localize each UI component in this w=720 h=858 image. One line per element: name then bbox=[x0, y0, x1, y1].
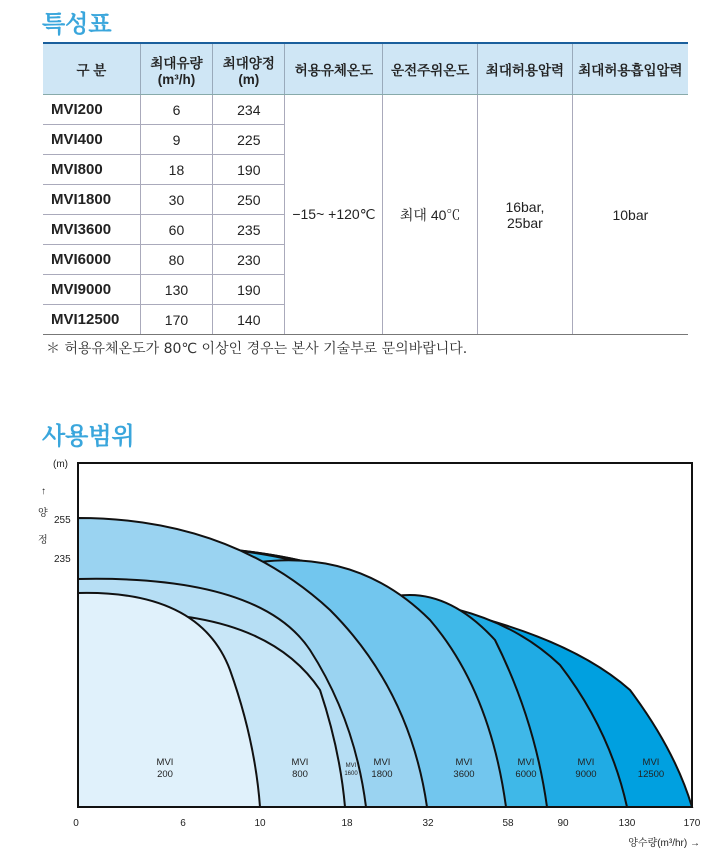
flow-cell: 60 bbox=[140, 215, 212, 245]
header-max-head: 최대양정 (m) bbox=[213, 43, 285, 95]
head-cell: 230 bbox=[213, 245, 285, 275]
flow-cell: 9 bbox=[140, 125, 212, 155]
head-cell: 140 bbox=[213, 305, 285, 335]
flow-cell: 170 bbox=[140, 305, 212, 335]
header-max-pressure: 최대허용압력 bbox=[478, 43, 573, 95]
label-mvi1600-2: 1600 bbox=[344, 771, 358, 777]
label-mvi3600-2: 3600 bbox=[453, 769, 475, 780]
y-axis-label-1: 양 bbox=[38, 508, 48, 519]
table-row bbox=[43, 95, 688, 125]
model-cell: MVI400 bbox=[43, 125, 140, 155]
header-ambient-temp: 운전주위온도 bbox=[383, 43, 478, 95]
flow-cell: 6 bbox=[140, 95, 212, 125]
spec-table bbox=[43, 42, 688, 335]
header-fluid-temp: 허용유체온도 bbox=[285, 43, 383, 95]
label-mvi200-2: 200 bbox=[157, 769, 173, 780]
x-tick: 32 bbox=[422, 818, 434, 829]
label-mvi12500-2: 12500 bbox=[637, 769, 665, 780]
x-axis-label: 양수량(m³/hr) → bbox=[628, 838, 700, 849]
spec-section-title: 특성표 bbox=[42, 10, 112, 38]
flow-cell: 130 bbox=[140, 275, 212, 305]
ambient-temp-cell: 최대 40℃ bbox=[383, 95, 478, 335]
label-mvi1600-1: MVI bbox=[345, 763, 357, 769]
max-pressure-cell: 16bar, 25bar bbox=[478, 95, 573, 335]
y-axis-arrow: ↑ bbox=[41, 486, 46, 497]
x-tick: 90 bbox=[557, 818, 569, 829]
y-tick-255: 255 bbox=[54, 515, 71, 526]
head-cell: 235 bbox=[213, 215, 285, 245]
model-cell: MVI3600 bbox=[43, 215, 140, 245]
x-tick: 130 bbox=[618, 818, 636, 829]
label-mvi12500-1: MVI bbox=[642, 757, 660, 768]
model-cell: MVI12500 bbox=[43, 305, 140, 335]
label-mvi3600-1: MVI bbox=[455, 757, 473, 768]
y-unit-label: (m) bbox=[53, 459, 68, 470]
fluid-temp-cell: −15~ +120℃ bbox=[285, 95, 383, 335]
flow-cell: 30 bbox=[140, 185, 212, 215]
flow-cell: 80 bbox=[140, 245, 212, 275]
head-cell: 225 bbox=[213, 125, 285, 155]
label-mvi6000-1: MVI bbox=[517, 757, 535, 768]
header-max-suction-pressure: 최대허용흡입압력 bbox=[572, 43, 688, 95]
model-cell: MVI200 bbox=[43, 95, 140, 125]
header-max-flow: 최대유량 (m³/h) bbox=[140, 43, 212, 95]
label-mvi800-2: 800 bbox=[292, 769, 308, 780]
x-tick: 0 bbox=[73, 818, 79, 829]
flow-cell: 18 bbox=[140, 155, 212, 185]
head-cell: 250 bbox=[213, 185, 285, 215]
label-mvi200-1: MVI bbox=[156, 757, 174, 768]
x-tick: 10 bbox=[254, 818, 266, 829]
x-tick: 6 bbox=[180, 818, 186, 829]
label-mvi6000-2: 6000 bbox=[515, 769, 537, 780]
head-cell: 190 bbox=[213, 155, 285, 185]
label-mvi1800-2: 1800 bbox=[371, 769, 393, 780]
temperature-note: ＊ 허용유체온도가 80℃ 이상인 경우는 본사 기술부로 문의바랍니다. bbox=[46, 341, 468, 357]
head-cell: 234 bbox=[213, 95, 285, 125]
model-cell: MVI6000 bbox=[43, 245, 140, 275]
x-tick: 170 bbox=[683, 818, 701, 829]
label-mvi1800-1: MVI bbox=[373, 757, 391, 768]
label-mvi9000-2: 9000 bbox=[575, 769, 597, 780]
model-cell: MVI800 bbox=[43, 155, 140, 185]
max-suction-pressure-cell: 10bar bbox=[572, 95, 688, 335]
head-cell: 190 bbox=[213, 275, 285, 305]
spec-header-row bbox=[43, 43, 688, 95]
y-axis-label-2: 정 bbox=[38, 535, 48, 546]
x-tick: 18 bbox=[341, 818, 353, 829]
operating-range-chart bbox=[0, 450, 720, 858]
model-cell: MVI1800 bbox=[43, 185, 140, 215]
y-tick-235: 235 bbox=[54, 554, 71, 565]
header-category: 구 분 bbox=[43, 43, 140, 95]
label-mvi800-1: MVI bbox=[291, 757, 309, 768]
x-tick: 58 bbox=[502, 818, 514, 829]
label-mvi9000-1: MVI bbox=[577, 757, 595, 768]
range-section-title: 사용범위 bbox=[42, 422, 135, 450]
model-cell: MVI9000 bbox=[43, 275, 140, 305]
